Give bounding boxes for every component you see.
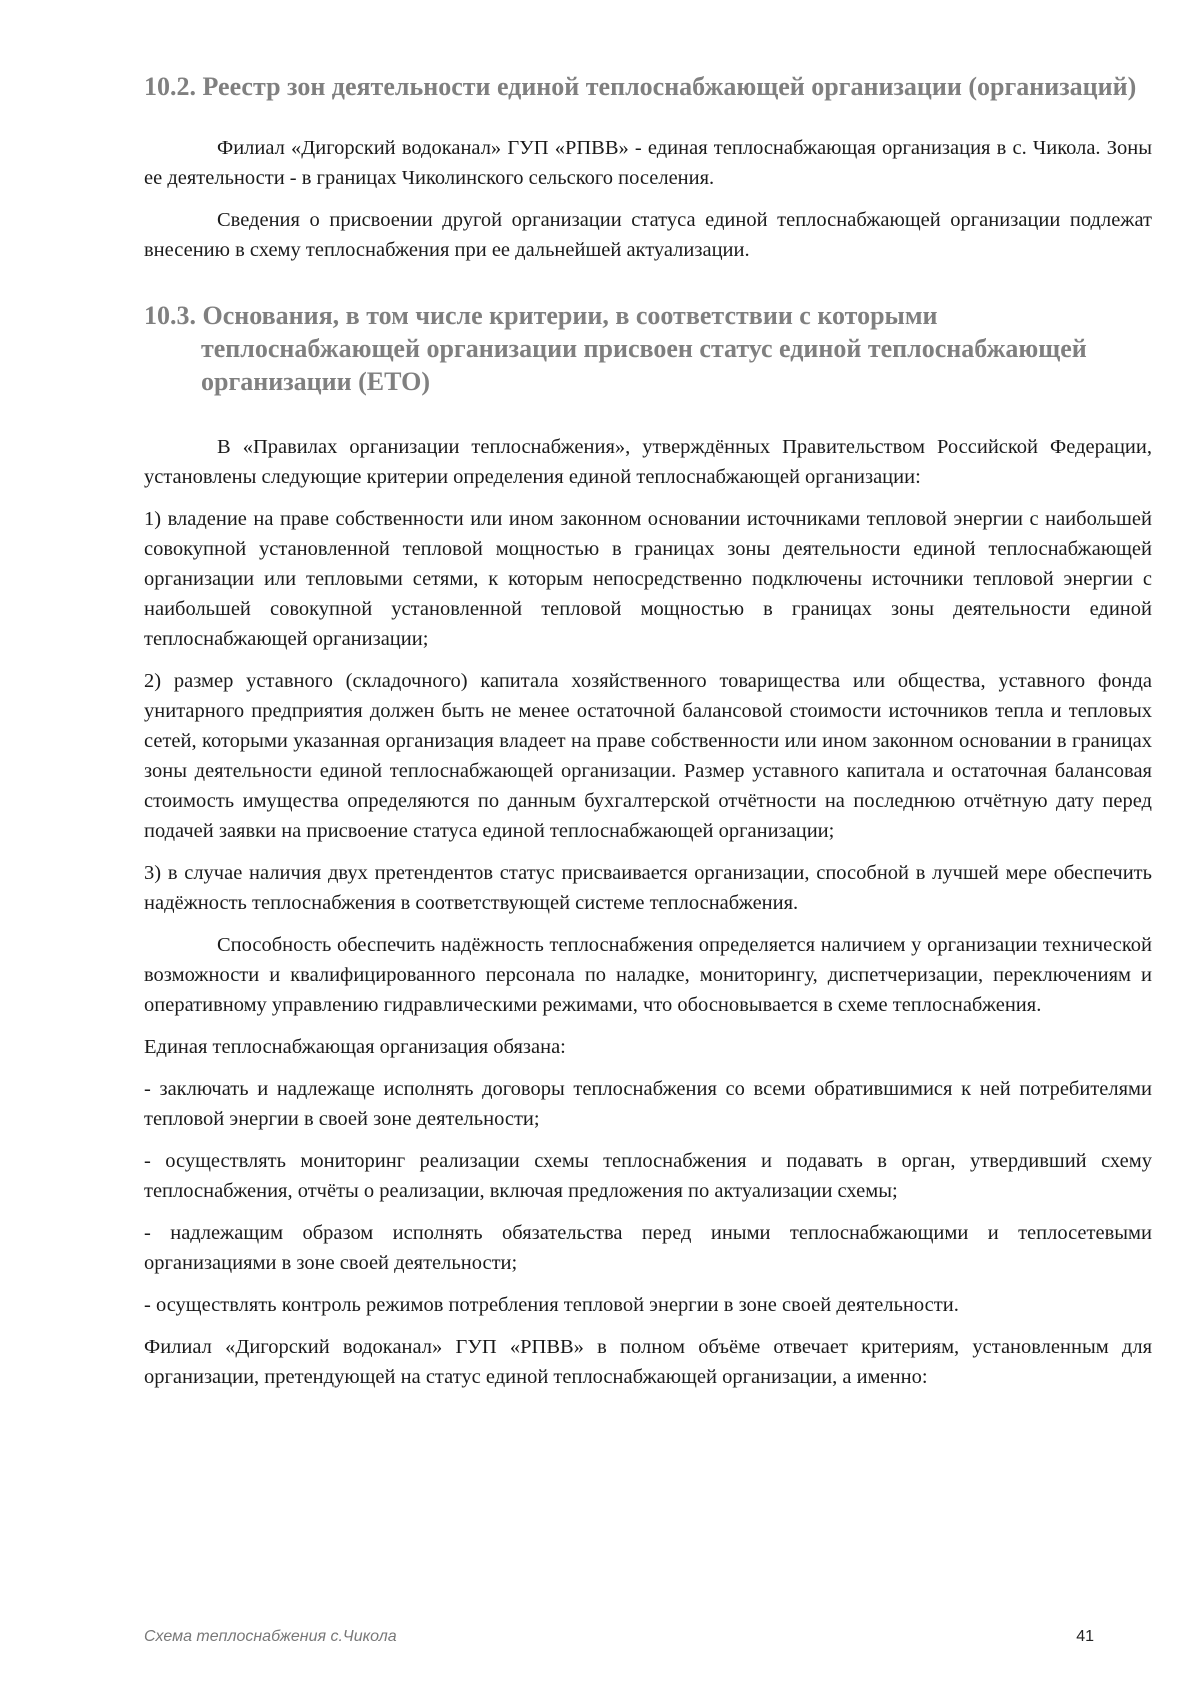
page-footer bbox=[144, 1628, 1094, 1646]
paragraph-criteria-intro: В «Правилах организации теплоснабжения», утверждённых Правительством Российской Федерации, установлены следующие критерии определения единой теплоснабжающей организации: bbox=[144, 436, 1152, 488]
obligation-item: - осуществлять мониторинг реализации схемы теплоснабжения и подавать в орган, утвердивший схему теплоснабжения, отчёты о реализации, включая предложения по актуализации схемы; bbox=[144, 1150, 1152, 1202]
section-10-2-heading: 10.2. Реестр зон деятельности единой теплоснабжающей организации (организаций) bbox=[144, 72, 1137, 101]
obligation-item: - заключать и надлежаще исполнять договоры теплоснабжения со всеми обратившимися к ней потребителями тепловой энергии в своей зоне деятельности; bbox=[144, 1078, 1152, 1130]
footer-document-title: Схема теплоснабжения с.Чикола bbox=[144, 1628, 397, 1645]
paragraph-reliability: Способность обеспечить надёжность теплоснабжения определяется наличием у организации технической возможности и квалифицированного персонала по наладке, мониторингу, диспетчеризации, переключениям и оперативному управлению гидравлическими режимами, что обосновывается в схеме теплоснабжения. bbox=[144, 934, 1152, 1016]
obligation-item: - надлежащим образом исполнять обязательства перед иными теплоснабжающими и теплосетевыми организациями в зоне своей деятельности; bbox=[144, 1222, 1152, 1274]
document-page bbox=[144, 70, 1152, 1404]
paragraph-obligations-intro: Единая теплоснабжающая организация обязана: bbox=[144, 1036, 566, 1058]
obligation-item: - осуществлять контроль режимов потребления тепловой энергии в зоне своей деятельности. bbox=[144, 1294, 959, 1316]
criterion-item: 2) размер уставного (складочного) капитала хозяйственного товарищества или общества, уставного фонда унитарного предприятия должен быть не менее остаточной балансовой стоимости источников тепла и тепловых сетей, которыми указанная организация владеет на праве собственности или ином законном основании в границах зоны деятельности единой теплоснабжающей организации. Размер уставного капитала и остаточная балансовая стоимость имущества определяются по данным бухгалтерской отчётности на последнюю отчётную дату перед подачей заявки на присвоение статуса единой теплоснабжающей организации; bbox=[144, 670, 1152, 842]
section-10-3-heading: 10.3. Основания, в том числе критерии, в соответствии с которыми теплоснабжающей организации присвоен статус единой теплоснабжающей организации (ЕТО) bbox=[144, 301, 1087, 396]
paragraph-eto-zone: Филиал «Дигорский водоканал» ГУП «РПВВ» - единая теплоснабжающая организация в с. Чикола. Зоны ее деятельности - в границах Чиколинского сельского поселения. bbox=[144, 137, 1152, 189]
criterion-item: 1) владение на праве собственности или ином законном основании источниками тепловой энергии с наибольшей совокупной установленной тепловой мощностью в границах зоны деятельности единой теплоснабжающей организации или тепловыми сетями, к которым непосредственно подключены источники тепловой энергии с наибольшей совокупной установленной тепловой мощностью в границах зоны деятельности единой теплоснабжающей организации; bbox=[144, 508, 1152, 650]
paragraph-other-organization: Сведения о присвоении другой организации статуса единой теплоснабжающей организации подлежат внесению в схему теплоснабжения при ее дальнейшей актуализации. bbox=[144, 209, 1152, 261]
paragraph-conclusion: Филиал «Дигорский водоканал» ГУП «РПВВ» в полном объёме отвечает критериям, установленным для организации, претендующей на статус единой теплоснабжающей организации, а именно: bbox=[144, 1336, 1152, 1388]
criterion-item: 3) в случае наличия двух претендентов статус присваивается организации, способной в лучшей мере обеспечить надёжность теплоснабжения в соответствующей системе теплоснабжения. bbox=[144, 862, 1152, 914]
page-number: 41 bbox=[1076, 1628, 1094, 1645]
